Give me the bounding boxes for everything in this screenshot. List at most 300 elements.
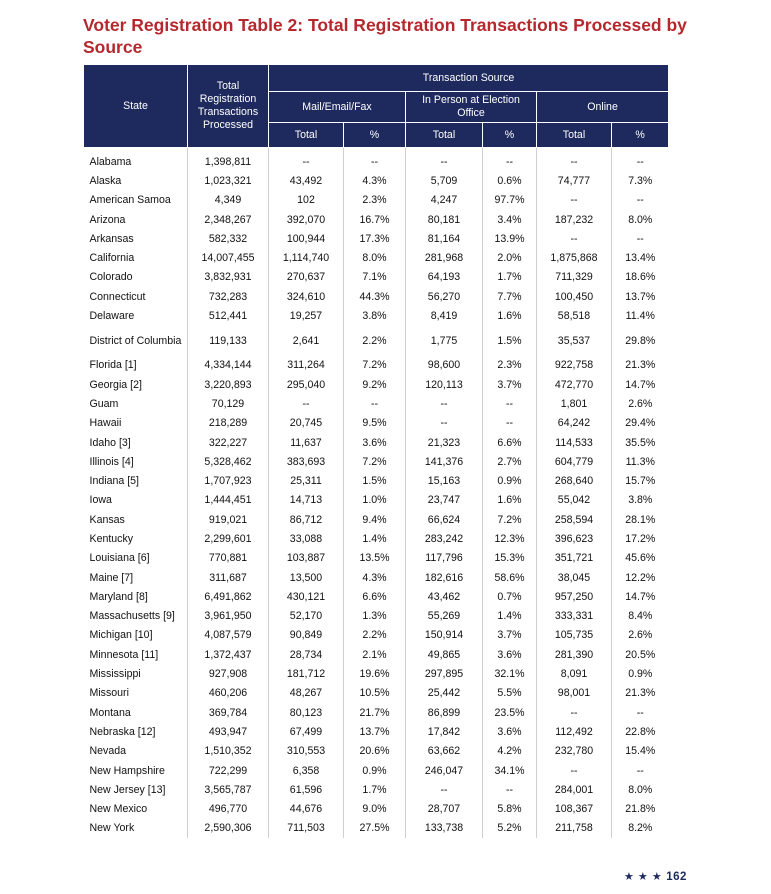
state-cell: Hawaii <box>89 417 122 430</box>
online-total-cell: 55,042 <box>537 491 612 510</box>
mail-pct-cell: 9.4% <box>344 510 406 529</box>
in-person-total-cell: 55,269 <box>406 607 483 626</box>
online-total-cell: 922,758 <box>537 356 612 375</box>
online-pct-cell: 15.7% <box>612 471 669 490</box>
state-cell: Delaware <box>89 310 135 323</box>
online-total-cell: 38,045 <box>537 568 612 587</box>
total-cell: 3,832,931 <box>188 268 269 287</box>
table-row <box>84 248 669 267</box>
mail-total-cell: 28,734 <box>269 645 344 664</box>
mail-pct-cell: 0.9% <box>344 761 406 780</box>
in-person-pct-cell: 13.9% <box>483 229 537 248</box>
state-cell: California <box>89 252 135 265</box>
online-total-cell: 211,758 <box>537 819 612 838</box>
state-cell: Colorado <box>89 271 133 284</box>
online-pct-cell: 8.4% <box>612 607 669 626</box>
mail-total-cell: 48,267 <box>269 684 344 703</box>
mail-pct-cell: 6.6% <box>344 587 406 606</box>
in-person-total-cell: 120,113 <box>406 375 483 394</box>
mail-pct-cell: 16.7% <box>344 210 406 229</box>
mail-total-cell: 20,745 <box>269 414 344 433</box>
total-cell: 1,023,321 <box>188 171 269 190</box>
online-total-cell: 1,801 <box>537 394 612 413</box>
total-cell: 493,947 <box>188 722 269 741</box>
in-person-total-cell: 4,247 <box>406 191 483 210</box>
in-person-total-cell: -- <box>406 414 483 433</box>
mail-total-cell: 100,944 <box>269 229 344 248</box>
in-person-pct-cell: 7.7% <box>483 287 537 306</box>
mail-total-cell: 324,610 <box>269 287 344 306</box>
online-pct-cell: -- <box>612 703 669 722</box>
in-person-pct-cell: 3.7% <box>483 375 537 394</box>
total-transactions-header: Total Registration Transactions Processed <box>188 65 269 148</box>
mail-pct-cell: 9.2% <box>344 375 406 394</box>
table-row <box>84 414 669 433</box>
state-cell: Arkansas <box>89 232 134 245</box>
online-pct-cell: 13.4% <box>612 248 669 267</box>
online-total-cell: 333,331 <box>537 607 612 626</box>
table-row <box>84 645 669 664</box>
mail-pct-cell: 1.0% <box>344 491 406 510</box>
mail-pct-cell: 2.1% <box>344 645 406 664</box>
total-cell: 460,206 <box>188 684 269 703</box>
in-person-pct-cell: -- <box>483 148 537 172</box>
in-person-pct-cell: 1.7% <box>483 268 537 287</box>
table-row <box>84 287 669 306</box>
online-pct-cell: 29.4% <box>612 414 669 433</box>
online-pct-cell: 11.4% <box>612 306 669 325</box>
page-title: Voter Registration Table 2: Total Registration Transactions Processed by Source <box>83 15 687 57</box>
online-total-cell: -- <box>537 761 612 780</box>
mail-pct-cell: 7.2% <box>344 452 406 471</box>
mail-total-cell: 67,499 <box>269 722 344 741</box>
online-total-cell: 351,721 <box>537 549 612 568</box>
mail-total-cell: 19,257 <box>269 306 344 325</box>
mail-pct-cell: 9.5% <box>344 414 406 433</box>
total-cell: 1,372,437 <box>188 645 269 664</box>
online-total-cell: 268,640 <box>537 471 612 490</box>
online-total-cell: 711,329 <box>537 268 612 287</box>
online-pct-cell: 13.7% <box>612 287 669 306</box>
mail-total-cell: 33,088 <box>269 529 344 548</box>
online-pct-cell: -- <box>612 191 669 210</box>
total-cell: 582,332 <box>188 229 269 248</box>
total-cell: 919,021 <box>188 510 269 529</box>
online-total-cell: 108,367 <box>537 800 612 819</box>
mail-pct-cell: 1.3% <box>344 607 406 626</box>
online-pct-header: % <box>612 123 669 148</box>
in-person-pct-cell: 5.8% <box>483 800 537 819</box>
in-person-pct-cell: 5.5% <box>483 684 537 703</box>
table-row <box>84 761 669 780</box>
mail-total-cell: 25,311 <box>269 471 344 490</box>
online-pct-cell: -- <box>612 229 669 248</box>
table-row <box>84 491 669 510</box>
mail-header: Mail/Email/Fax <box>269 92 406 123</box>
in-person-total-cell: 150,914 <box>406 626 483 645</box>
mail-pct-cell: 4.3% <box>344 171 406 190</box>
in-person-pct-cell: 3.7% <box>483 626 537 645</box>
online-pct-cell: 14.7% <box>612 375 669 394</box>
mail-total-cell: 311,264 <box>269 356 344 375</box>
in-person-total-cell: 66,624 <box>406 510 483 529</box>
page-number: 162 <box>666 871 687 883</box>
online-pct-cell: 22.8% <box>612 722 669 741</box>
page-footer <box>624 870 687 883</box>
online-total-cell: 284,001 <box>537 780 612 799</box>
total-cell: 732,283 <box>188 287 269 306</box>
table-row <box>84 780 669 799</box>
total-cell: 4,334,144 <box>188 356 269 375</box>
in-person-total-cell: 64,193 <box>406 268 483 287</box>
mail-pct-cell: 1.7% <box>344 780 406 799</box>
in-person-header: In Person at Election Office <box>406 92 537 123</box>
in-person-total-cell: 23,747 <box>406 491 483 510</box>
table-row <box>84 626 669 645</box>
online-total-cell: 187,232 <box>537 210 612 229</box>
mail-total-cell: 61,596 <box>269 780 344 799</box>
in-person-pct-cell: 12.3% <box>483 529 537 548</box>
table-row <box>84 326 669 356</box>
in-person-pct-header: % <box>483 123 537 148</box>
online-total-cell: -- <box>537 148 612 172</box>
state-header: State <box>84 65 188 148</box>
state-cell: New Mexico <box>89 803 148 816</box>
mail-total-cell: 392,070 <box>269 210 344 229</box>
transaction-source-header: Transaction Source <box>269 65 669 92</box>
online-pct-cell: 0.9% <box>612 664 669 683</box>
in-person-total-cell: 8,419 <box>406 306 483 325</box>
in-person-pct-cell: -- <box>483 414 537 433</box>
state-cell: Idaho [3] <box>89 436 131 449</box>
state-cell: Illinois [4] <box>89 455 134 468</box>
in-person-pct-cell: 97.7% <box>483 191 537 210</box>
state-cell: Alabama <box>89 155 132 168</box>
table-row <box>84 191 669 210</box>
online-pct-cell: 20.5% <box>612 645 669 664</box>
in-person-total-cell: 283,242 <box>406 529 483 548</box>
online-total-cell: 396,623 <box>537 529 612 548</box>
mail-total-cell: 1,114,740 <box>269 248 344 267</box>
table-row <box>84 375 669 394</box>
online-pct-cell: 15.4% <box>612 742 669 761</box>
in-person-pct-cell: 7.2% <box>483 510 537 529</box>
table-row <box>84 607 669 626</box>
online-pct-cell: -- <box>612 761 669 780</box>
online-pct-cell: 35.5% <box>612 433 669 452</box>
in-person-total-cell: 117,796 <box>406 549 483 568</box>
table-row <box>84 684 669 703</box>
state-cell: Georgia [2] <box>89 378 142 391</box>
total-cell: 770,881 <box>188 549 269 568</box>
mail-pct-cell: 20.6% <box>344 742 406 761</box>
total-cell: 70,129 <box>188 394 269 413</box>
in-person-total-cell: 25,442 <box>406 684 483 703</box>
mail-total-cell: 14,713 <box>269 491 344 510</box>
online-pct-cell: 2.6% <box>612 394 669 413</box>
in-person-pct-cell: 6.6% <box>483 433 537 452</box>
total-cell: 2,590,306 <box>188 819 269 838</box>
in-person-total-header: Total <box>406 123 483 148</box>
state-cell: Michigan [10] <box>89 629 153 642</box>
state-cell: New Hampshire <box>89 764 165 777</box>
mail-total-cell: 90,849 <box>269 626 344 645</box>
registration-table <box>83 64 669 838</box>
state-cell: Connecticut <box>89 290 146 303</box>
total-cell: 119,133 <box>188 326 269 356</box>
table-row <box>84 722 669 741</box>
table-row <box>84 568 669 587</box>
in-person-pct-cell: 32.1% <box>483 664 537 683</box>
in-person-pct-cell: 34.1% <box>483 761 537 780</box>
state-cell: American Samoa <box>89 194 171 207</box>
online-total-cell: 112,492 <box>537 722 612 741</box>
online-total-cell: 232,780 <box>537 742 612 761</box>
mail-total-cell: 383,693 <box>269 452 344 471</box>
state-cell: Alaska <box>89 174 122 187</box>
online-header: Online <box>537 92 669 123</box>
online-pct-cell: 18.6% <box>612 268 669 287</box>
table-row <box>84 394 669 413</box>
mail-total-cell: 13,500 <box>269 568 344 587</box>
total-cell: 722,299 <box>188 761 269 780</box>
online-pct-cell: 14.7% <box>612 587 669 606</box>
in-person-total-cell: 49,865 <box>406 645 483 664</box>
total-cell: 1,707,923 <box>188 471 269 490</box>
table-row <box>84 549 669 568</box>
online-pct-cell: 2.6% <box>612 626 669 645</box>
mail-pct-cell: 27.5% <box>344 819 406 838</box>
online-total-cell: -- <box>537 229 612 248</box>
table-row <box>84 433 669 452</box>
online-total-cell: 281,390 <box>537 645 612 664</box>
online-total-cell: 258,594 <box>537 510 612 529</box>
in-person-total-cell: 81,164 <box>406 229 483 248</box>
mail-pct-cell: 1.5% <box>344 471 406 490</box>
table-row <box>84 148 669 172</box>
in-person-total-cell: 246,047 <box>406 761 483 780</box>
in-person-pct-cell: 2.0% <box>483 248 537 267</box>
mail-pct-cell: 21.7% <box>344 703 406 722</box>
total-cell: 1,444,451 <box>188 491 269 510</box>
in-person-pct-cell: 23.5% <box>483 703 537 722</box>
online-pct-cell: 8.0% <box>612 780 669 799</box>
in-person-pct-cell: 1.6% <box>483 306 537 325</box>
in-person-total-cell: 5,709 <box>406 171 483 190</box>
in-person-pct-cell: 1.5% <box>483 326 537 356</box>
table-row <box>84 510 669 529</box>
total-cell: 5,328,462 <box>188 452 269 471</box>
in-person-pct-cell: 3.4% <box>483 210 537 229</box>
state-cell: New Jersey [13] <box>89 783 166 796</box>
mail-pct-cell: 13.7% <box>344 722 406 741</box>
table-header <box>84 65 669 148</box>
in-person-total-cell: 17,842 <box>406 722 483 741</box>
total-cell: 311,687 <box>188 568 269 587</box>
mail-total-cell: 44,676 <box>269 800 344 819</box>
total-cell: 512,441 <box>188 306 269 325</box>
in-person-total-cell: 133,738 <box>406 819 483 838</box>
in-person-pct-cell: 2.7% <box>483 452 537 471</box>
mail-pct-cell: -- <box>344 148 406 172</box>
in-person-pct-cell: -- <box>483 780 537 799</box>
in-person-pct-cell: 0.7% <box>483 587 537 606</box>
mail-pct-cell: 2.3% <box>344 191 406 210</box>
in-person-pct-cell: 5.2% <box>483 819 537 838</box>
table-row <box>84 268 669 287</box>
mail-total-cell: 86,712 <box>269 510 344 529</box>
mail-pct-cell: 19.6% <box>344 664 406 683</box>
mail-total-cell: 103,887 <box>269 549 344 568</box>
in-person-total-cell: 63,662 <box>406 742 483 761</box>
online-pct-cell: 8.0% <box>612 210 669 229</box>
table-row <box>84 664 669 683</box>
table-row <box>84 452 669 471</box>
online-pct-cell: 11.3% <box>612 452 669 471</box>
online-pct-cell: 45.6% <box>612 549 669 568</box>
mail-total-cell: 52,170 <box>269 607 344 626</box>
total-cell: 1,398,811 <box>188 148 269 172</box>
total-cell: 369,784 <box>188 703 269 722</box>
online-pct-cell: 21.3% <box>612 684 669 703</box>
total-cell: 496,770 <box>188 800 269 819</box>
total-cell: 4,087,579 <box>188 626 269 645</box>
in-person-total-cell: 182,616 <box>406 568 483 587</box>
state-cell: Guam <box>89 397 119 410</box>
table-row <box>84 471 669 490</box>
total-cell: 3,220,893 <box>188 375 269 394</box>
online-pct-cell: 7.3% <box>612 171 669 190</box>
state-cell: Nebraska [12] <box>89 725 156 738</box>
state-cell: Florida [1] <box>89 359 137 372</box>
online-total-cell: -- <box>537 191 612 210</box>
mail-total-cell: 181,712 <box>269 664 344 683</box>
total-cell: 2,299,601 <box>188 529 269 548</box>
state-cell: Massachusetts [9] <box>89 610 175 623</box>
mail-pct-cell: 44.3% <box>344 287 406 306</box>
online-pct-cell: 3.8% <box>612 491 669 510</box>
in-person-total-cell: 28,707 <box>406 800 483 819</box>
in-person-pct-cell: -- <box>483 394 537 413</box>
mail-pct-cell: 10.5% <box>344 684 406 703</box>
in-person-total-cell: 86,899 <box>406 703 483 722</box>
table-row <box>84 529 669 548</box>
mail-pct-cell: 2.2% <box>344 326 406 356</box>
online-total-cell: 114,533 <box>537 433 612 452</box>
total-cell: 1,510,352 <box>188 742 269 761</box>
mail-total-cell: 711,503 <box>269 819 344 838</box>
table-row <box>84 742 669 761</box>
mail-total-cell: 310,553 <box>269 742 344 761</box>
in-person-pct-cell: 0.6% <box>483 171 537 190</box>
mail-total-cell: 43,492 <box>269 171 344 190</box>
online-total-cell: 8,091 <box>537 664 612 683</box>
in-person-pct-cell: 2.3% <box>483 356 537 375</box>
in-person-total-cell: 1,775 <box>406 326 483 356</box>
online-pct-cell: -- <box>612 148 669 172</box>
state-cell: Maryland [8] <box>89 590 148 603</box>
total-cell: 6,491,862 <box>188 587 269 606</box>
state-cell: Missouri <box>89 687 129 700</box>
in-person-pct-cell: 3.6% <box>483 645 537 664</box>
mail-total-header: Total <box>269 123 344 148</box>
online-total-cell: 58,518 <box>537 306 612 325</box>
online-total-cell: 604,779 <box>537 452 612 471</box>
in-person-pct-cell: 1.4% <box>483 607 537 626</box>
online-total-cell: 98,001 <box>537 684 612 703</box>
total-cell: 322,227 <box>188 433 269 452</box>
in-person-total-cell: -- <box>406 780 483 799</box>
online-total-header: Total <box>537 123 612 148</box>
in-person-pct-cell: 58.6% <box>483 568 537 587</box>
mail-pct-cell: -- <box>344 394 406 413</box>
state-cell: Arizona <box>89 213 126 226</box>
in-person-total-cell: 141,376 <box>406 452 483 471</box>
mail-pct-cell: 13.5% <box>344 549 406 568</box>
online-total-cell: -- <box>537 703 612 722</box>
state-cell: Maine [7] <box>89 571 134 584</box>
online-total-cell: 105,735 <box>537 626 612 645</box>
state-cell: Indiana [5] <box>89 475 139 488</box>
in-person-total-cell: 15,163 <box>406 471 483 490</box>
table-row <box>84 356 669 375</box>
mail-total-cell: 430,121 <box>269 587 344 606</box>
mail-total-cell: -- <box>269 394 344 413</box>
mail-pct-cell: 7.2% <box>344 356 406 375</box>
online-pct-cell: 29.8% <box>612 326 669 356</box>
in-person-pct-cell: 4.2% <box>483 742 537 761</box>
mail-total-cell: 102 <box>269 191 344 210</box>
state-cell: Montana <box>89 706 131 719</box>
in-person-total-cell: -- <box>406 148 483 172</box>
table-row <box>84 306 669 325</box>
total-cell: 4,349 <box>188 191 269 210</box>
state-cell: Kentucky <box>89 532 134 545</box>
in-person-total-cell: 281,968 <box>406 248 483 267</box>
state-cell: Louisiana [6] <box>89 552 150 565</box>
mail-total-cell: 2,641 <box>269 326 344 356</box>
mail-pct-cell: 3.8% <box>344 306 406 325</box>
stars-icon: ★ ★ ★ <box>624 871 663 883</box>
mail-total-cell: 80,123 <box>269 703 344 722</box>
table-row <box>84 229 669 248</box>
mail-pct-cell: 17.3% <box>344 229 406 248</box>
mail-pct-cell: 3.6% <box>344 433 406 452</box>
online-pct-cell: 21.8% <box>612 800 669 819</box>
total-cell: 14,007,455 <box>188 248 269 267</box>
online-pct-cell: 21.3% <box>612 356 669 375</box>
table-row <box>84 819 669 838</box>
in-person-total-cell: 21,323 <box>406 433 483 452</box>
total-cell: 3,565,787 <box>188 780 269 799</box>
state-cell: Iowa <box>89 494 112 507</box>
table-body <box>84 148 669 839</box>
mail-total-cell: 295,040 <box>269 375 344 394</box>
online-total-cell: 957,250 <box>537 587 612 606</box>
mail-total-cell: 11,637 <box>269 433 344 452</box>
online-total-cell: 1,875,868 <box>537 248 612 267</box>
state-cell: Kansas <box>89 513 125 526</box>
in-person-pct-cell: 1.6% <box>483 491 537 510</box>
total-cell: 218,289 <box>188 414 269 433</box>
mail-pct-cell: 8.0% <box>344 248 406 267</box>
table-row <box>84 703 669 722</box>
total-cell: 927,908 <box>188 664 269 683</box>
total-cell: 2,348,267 <box>188 210 269 229</box>
state-cell: New York <box>89 822 135 835</box>
state-cell: District of Columbia <box>89 334 182 347</box>
mail-pct-cell: 9.0% <box>344 800 406 819</box>
